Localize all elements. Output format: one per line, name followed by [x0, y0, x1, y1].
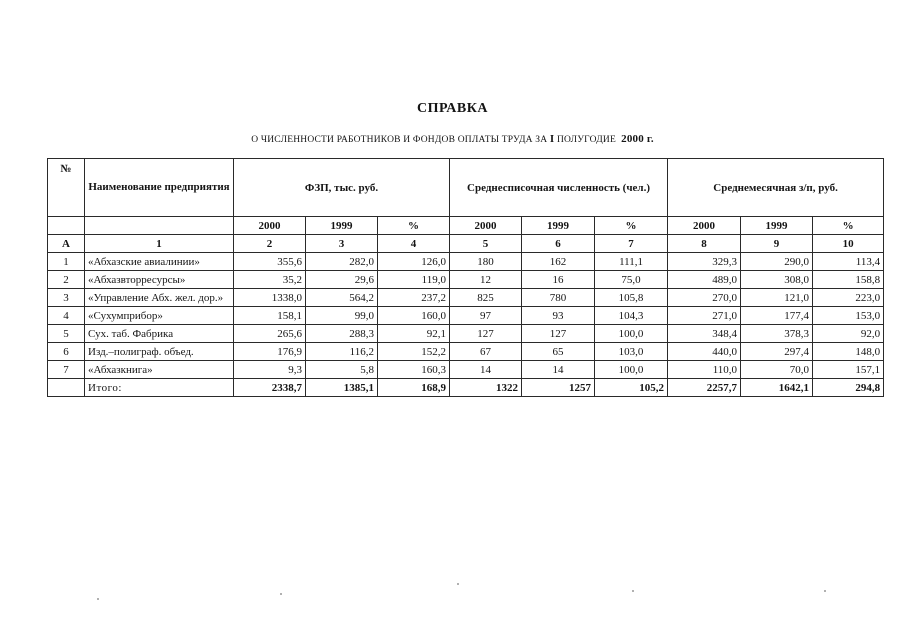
value-cell: 2338,7	[234, 379, 306, 397]
value-cell: 378,3	[741, 325, 813, 343]
value-cell: 153,0	[813, 307, 884, 325]
index-cell: 6	[522, 235, 595, 253]
enterprise-name: «Абхазвторресурсы»	[85, 271, 234, 289]
value-cell: 564,2	[306, 289, 378, 307]
subheader-cell: 1999	[306, 217, 378, 235]
row-number: 6	[48, 343, 85, 361]
value-cell: 355,6	[234, 253, 306, 271]
index-cell: 8	[668, 235, 741, 253]
value-cell: 489,0	[668, 271, 741, 289]
value-cell: 168,9	[378, 379, 450, 397]
column-index-row	[48, 235, 884, 253]
subheader-blank	[48, 217, 85, 235]
value-cell: 2257,7	[668, 379, 741, 397]
row-number: 5	[48, 325, 85, 343]
value-cell: 780	[522, 289, 595, 307]
table-row	[48, 289, 884, 307]
enterprise-name: Итого:	[85, 379, 234, 397]
table-header-row	[48, 159, 884, 217]
value-cell: 308,0	[741, 271, 813, 289]
index-cell: 2	[234, 235, 306, 253]
value-cell: 265,6	[234, 325, 306, 343]
index-cell: 10	[813, 235, 884, 253]
header-avg-salary: Среднемесячная з/п, руб.	[668, 159, 884, 217]
value-cell: 158,8	[813, 271, 884, 289]
enterprise-name: Сух. таб. Фабрика	[85, 325, 234, 343]
value-cell: 105,8	[595, 289, 668, 307]
subheader-blank	[85, 217, 234, 235]
value-cell: 294,8	[813, 379, 884, 397]
subheader-cell: %	[813, 217, 884, 235]
row-number: 3	[48, 289, 85, 307]
value-cell: 237,2	[378, 289, 450, 307]
enterprise-name: Изд.–полиграф. объед.	[85, 343, 234, 361]
value-cell: 105,2	[595, 379, 668, 397]
value-cell: 111,1	[595, 253, 668, 271]
table-subheader-row	[48, 217, 884, 235]
value-cell: 160,0	[378, 307, 450, 325]
value-cell: 270,0	[668, 289, 741, 307]
subheader-cell: %	[378, 217, 450, 235]
value-cell: 104,3	[595, 307, 668, 325]
index-cell: А	[48, 235, 85, 253]
value-cell: 271,0	[668, 307, 741, 325]
value-cell: 99,0	[306, 307, 378, 325]
value-cell: 297,4	[741, 343, 813, 361]
value-cell: 160,3	[378, 361, 450, 379]
value-cell: 1338,0	[234, 289, 306, 307]
enterprise-name: «Сухумприбор»	[85, 307, 234, 325]
enterprise-name: «Абхазкнига»	[85, 361, 234, 379]
document-subtitle	[0, 133, 905, 145]
value-cell: 14	[522, 361, 595, 379]
subheader-cell: 2000	[234, 217, 306, 235]
value-cell: 14	[450, 361, 522, 379]
table-row	[48, 361, 884, 379]
index-cell: 3	[306, 235, 378, 253]
subheader-cell: 2000	[450, 217, 522, 235]
table-row	[48, 325, 884, 343]
value-cell: 348,4	[668, 325, 741, 343]
value-cell: 148,0	[813, 343, 884, 361]
table-row	[48, 343, 884, 361]
scan-speck	[457, 583, 459, 585]
value-cell: 93	[522, 307, 595, 325]
value-cell: 113,4	[813, 253, 884, 271]
value-cell: 223,0	[813, 289, 884, 307]
value-cell: 103,0	[595, 343, 668, 361]
subtitle-year: 2000 г.	[621, 133, 654, 145]
value-cell: 1385,1	[306, 379, 378, 397]
value-cell: 158,1	[234, 307, 306, 325]
value-cell: 65	[522, 343, 595, 361]
header-name: Наименование предприятия	[85, 159, 234, 217]
value-cell: 127	[450, 325, 522, 343]
value-cell: 177,4	[741, 307, 813, 325]
header-no: №	[48, 159, 85, 217]
value-cell: 152,2	[378, 343, 450, 361]
index-cell: 9	[741, 235, 813, 253]
value-cell: 116,2	[306, 343, 378, 361]
value-cell: 1642,1	[741, 379, 813, 397]
value-cell: 67	[450, 343, 522, 361]
value-cell: 825	[450, 289, 522, 307]
value-cell: 100,0	[595, 325, 668, 343]
scan-speck	[632, 590, 634, 592]
value-cell: 127	[522, 325, 595, 343]
value-cell: 100,0	[595, 361, 668, 379]
value-cell: 176,9	[234, 343, 306, 361]
subtitle-suffix: ПОЛУГОДИЕ	[556, 135, 616, 145]
subtitle-period: I	[549, 133, 555, 145]
value-cell: 1257	[522, 379, 595, 397]
value-cell: 12	[450, 271, 522, 289]
index-cell: 5	[450, 235, 522, 253]
value-cell: 9,3	[234, 361, 306, 379]
header-headcount: Среднесписочная численность (чел.)	[450, 159, 668, 217]
value-cell: 288,3	[306, 325, 378, 343]
value-cell: 92,1	[378, 325, 450, 343]
table-row	[48, 271, 884, 289]
subtitle-prefix: О ЧИСЛЕННОСТИ РАБОТНИКОВ И ФОНДОВ ОПЛАТЫ ТРУДА ЗА	[251, 135, 548, 145]
value-cell: 97	[450, 307, 522, 325]
value-cell: 119,0	[378, 271, 450, 289]
scan-speck	[280, 593, 282, 595]
total-row	[48, 379, 884, 397]
value-cell: 16	[522, 271, 595, 289]
table-row	[48, 307, 884, 325]
index-cell: 1	[85, 235, 234, 253]
value-cell: 329,3	[668, 253, 741, 271]
scan-speck	[97, 598, 99, 600]
row-number: 4	[48, 307, 85, 325]
value-cell: 35,2	[234, 271, 306, 289]
row-number: 2	[48, 271, 85, 289]
row-number	[48, 379, 85, 397]
value-cell: 92,0	[813, 325, 884, 343]
row-number: 7	[48, 361, 85, 379]
table-row	[48, 253, 884, 271]
row-number: 1	[48, 253, 85, 271]
value-cell: 5,8	[306, 361, 378, 379]
subheader-cell: 1999	[522, 217, 595, 235]
subheader-cell: %	[595, 217, 668, 235]
scan-speck	[824, 590, 826, 592]
report-table	[47, 158, 884, 397]
value-cell: 126,0	[378, 253, 450, 271]
value-cell: 1322	[450, 379, 522, 397]
enterprise-name: «Абхазские авиалинии»	[85, 253, 234, 271]
value-cell: 75,0	[595, 271, 668, 289]
header-fzp: ФЗП, тыс. руб.	[234, 159, 450, 217]
subheader-cell: 1999	[741, 217, 813, 235]
value-cell: 282,0	[306, 253, 378, 271]
index-cell: 7	[595, 235, 668, 253]
value-cell: 29,6	[306, 271, 378, 289]
value-cell: 121,0	[741, 289, 813, 307]
value-cell: 290,0	[741, 253, 813, 271]
value-cell: 440,0	[668, 343, 741, 361]
value-cell: 70,0	[741, 361, 813, 379]
index-cell: 4	[378, 235, 450, 253]
value-cell: 180	[450, 253, 522, 271]
value-cell: 162	[522, 253, 595, 271]
subheader-cell: 2000	[668, 217, 741, 235]
enterprise-name: «Управление Абх. жел. дор.»	[85, 289, 234, 307]
value-cell: 110,0	[668, 361, 741, 379]
value-cell: 157,1	[813, 361, 884, 379]
document-title: СПРАВКА	[417, 101, 488, 116]
